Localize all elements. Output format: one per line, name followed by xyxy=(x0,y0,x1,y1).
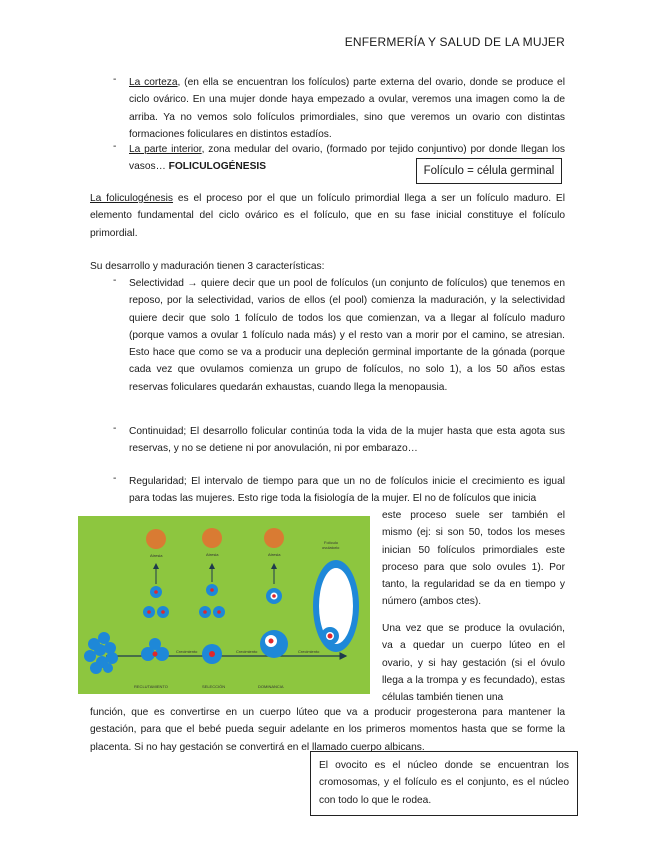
paragraph-regularidad-cont: este proceso suele ser también el mismo (ej: si son 50, todos los meses inician 50 folículos primordiales este proceso para que solo ovules 1). Por tanto, la regularidad se da en tiempo y número (ambos ctes). xyxy=(382,510,565,608)
term-foliculogenesis: La foliculogénesis xyxy=(90,193,174,204)
primordial-pool xyxy=(84,632,118,674)
note-box-foliculo: Folículo = célula germinal xyxy=(416,158,562,184)
page-header: ENFERMERÍA Y SALUD DE LA MUJER xyxy=(344,35,565,49)
label-ovulatorio-1: Folículo xyxy=(324,540,339,545)
recruitment-column xyxy=(134,529,169,689)
text-foliculogenesis: es el proceso por el que un folículo primordial llega a ser un folículo maduro. El elemento fundamental del ciclo ovárico es el folículo, que en su fase inicial constituye el folículo primordial. xyxy=(90,193,565,239)
bullet-dash: - xyxy=(113,141,117,152)
folliculogenesis-diagram xyxy=(78,516,370,694)
bullet-dash: - xyxy=(113,473,117,484)
label-dominancia: DOMINANCIA xyxy=(258,684,284,689)
bullet-dash: - xyxy=(113,275,117,286)
text-corteza: , (en ella se encuentran los folículos) parte externa del ovario, donde se produce el ciclo ovárico. En una mujer donde haya empezado a ovular, veremos una imagen como la de arriba. Ya no vemos solo folículos primordiales, sino que veremos un ovario con distintas formaciones foliculares en distintos estadíos. xyxy=(129,77,565,140)
label-reclutamiento: RECLUTAMIENTO xyxy=(134,684,168,689)
term-corteza: La corteza xyxy=(129,77,178,88)
label-seleccion: SELECCIÓN xyxy=(202,684,226,689)
label-atresia-3: Atresia xyxy=(268,552,281,557)
bullet-dash: - xyxy=(113,423,117,434)
note-box-ovocito: El ovocito es el núcleo donde se encuentran los cromosomas, y el folículo es el conjunto, es el núcleo con todo lo que le rodea. xyxy=(310,751,578,816)
label-crecimiento-1: Crecimiento xyxy=(176,649,198,654)
label-atresia-1: Atresia xyxy=(150,553,163,558)
folliculogenesis-figure xyxy=(78,516,370,694)
bullet-dash: - xyxy=(113,74,117,85)
dominance-column xyxy=(258,528,288,689)
label-crecimiento-2: Crecimiento xyxy=(236,649,258,654)
label-crecimiento-3: Crecimiento xyxy=(298,649,320,654)
paragraph-corteza xyxy=(129,74,565,143)
label-ovulatorio-2: ovulatorio xyxy=(322,545,340,550)
characteristics-intro: Su desarrollo y maduración tienen 3 características: xyxy=(90,261,325,272)
paragraph-continuidad: Continuidad; El desarrollo folicular continúa toda la vida de la mujer hasta que esta agota sus reservas, y no se detiene ni por anovulación, ni por embarazo… xyxy=(129,426,565,455)
paragraph-foliculogenesis xyxy=(90,190,565,242)
term-interior: La parte interior xyxy=(129,144,202,155)
ovulatory-follicle xyxy=(313,540,359,652)
paragraph-ovulacion: Una vez que se produce la ovulación, va a quedar un cuerpo lúteo en el ovario, y si hay gestación (si el óvulo llega a la trompa y es fecundado), estas células también tienen una xyxy=(382,623,565,704)
label-atresia-2: Atresia xyxy=(206,552,219,557)
text-interior: , zona medular del ovario, (formado por tejido conjuntivo) por donde llegan los vasos… xyxy=(129,144,565,173)
paragraph-regularidad: Regularidad; El intervalo de tiempo para que un no de folículos inicie el crecimiento es igual para todas las mujeres. Esto rige toda la fisiología de la mujer. El no de folículos que inicia xyxy=(129,476,565,505)
paragraph-ovulacion-cont: función, que es convertirse en un cuerpo lúteo que va a producir progesterona para mantener la gestación, para que el bebé pueda seguir adelante en los primeros momentos hasta que se forme la placenta. Si no hay gestación se convertirá en el llamado cuerpo albicans. xyxy=(90,707,565,753)
selection-column xyxy=(199,528,225,689)
heading-foliculogenesis: FOLICULOGÉNESIS xyxy=(168,161,266,173)
paragraph-selectividad: Selectividad → quiere decir que un pool de folículos (un conjunto de folículos) que tenemos en reposo, por la selectividad, varios de ellos (el pool) comienza la maduración, y la selectividad quiere decir que solo 1 folículo de todos los que comienzan, va a llegar al folículo maduro (porque vamos a ovular 1 folículo nada más) y el resto van a morir por el camino, se atresian. Esto hace que como se va a producir una depleción germinal importante de la gónada (porque cada vez que ovulamos comienza un grupo de folículos, no solo 1), a los 50 años estas reservas foliculares quedarán exhaustas, cuando llega la menopausia. xyxy=(129,278,565,393)
